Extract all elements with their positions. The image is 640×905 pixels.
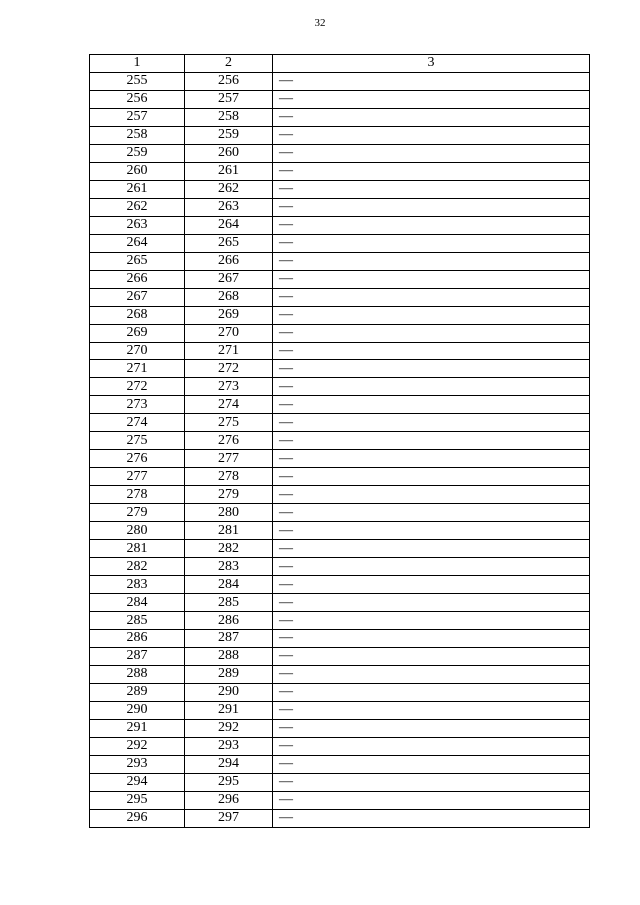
table-cell-number: 277	[90, 468, 185, 486]
table-cell-number: 268	[185, 288, 273, 306]
table-cell-number: 264	[90, 234, 185, 252]
table-cell-number: 276	[185, 432, 273, 450]
table-cell-number: 290	[90, 701, 185, 719]
table-cell-remark: —	[273, 126, 590, 144]
table-cell-remark: —	[273, 665, 590, 683]
table-cell-remark: —	[273, 216, 590, 234]
table-cell-number: 288	[185, 647, 273, 665]
table-cell-number: 279	[90, 504, 185, 522]
table-row	[90, 504, 590, 522]
table-cell-number: 291	[90, 719, 185, 737]
table-cell-number: 277	[185, 450, 273, 468]
table-cell-number: 282	[90, 558, 185, 576]
table-cell-number: 275	[185, 414, 273, 432]
table-cell-number: 288	[90, 665, 185, 683]
table-cell-number: 294	[90, 773, 185, 791]
table-cell-number: 272	[185, 360, 273, 378]
table-cell-remark: —	[273, 522, 590, 540]
table-cell-number: 287	[90, 647, 185, 665]
table-cell-number: 294	[185, 755, 273, 773]
table-cell-number: 289	[90, 683, 185, 701]
table-cell-number: 286	[90, 630, 185, 648]
table-cell-number: 268	[90, 306, 185, 324]
table-cell-remark: —	[273, 683, 590, 701]
table-row	[90, 342, 590, 360]
table-cell-number: 267	[90, 288, 185, 306]
table-cell-remark: —	[273, 342, 590, 360]
table-cell-number: 265	[185, 234, 273, 252]
table-cell-number: 275	[90, 432, 185, 450]
table-cell-remark: —	[273, 773, 590, 791]
table-cell-number: 259	[185, 126, 273, 144]
column-header-2: 2	[185, 55, 273, 73]
table-cell-number: 257	[90, 108, 185, 126]
table-cell-remark: —	[273, 647, 590, 665]
table-cell-remark: —	[273, 180, 590, 198]
table-row	[90, 486, 590, 504]
table-cell-number: 297	[185, 809, 273, 827]
table-cell-number: 269	[90, 324, 185, 342]
table-cell-number: 269	[185, 306, 273, 324]
table-cell-number: 286	[185, 612, 273, 630]
table-cell-number: 255	[90, 72, 185, 90]
table-cell-remark: —	[273, 360, 590, 378]
table-cell-number: 273	[185, 378, 273, 396]
table-cell-number: 295	[90, 791, 185, 809]
table-row	[90, 72, 590, 90]
table-cell-number: 285	[185, 594, 273, 612]
table-row	[90, 396, 590, 414]
table-cell-remark: —	[273, 432, 590, 450]
table-row	[90, 647, 590, 665]
table-cell-remark: —	[273, 414, 590, 432]
table-cell-remark: —	[273, 630, 590, 648]
table-row	[90, 468, 590, 486]
table-cell-number: 282	[185, 540, 273, 558]
table-row	[90, 612, 590, 630]
table-cell-number: 261	[90, 180, 185, 198]
table-row	[90, 432, 590, 450]
table-cell-remark: —	[273, 378, 590, 396]
table-cell-remark: —	[273, 486, 590, 504]
table-row	[90, 108, 590, 126]
column-header-3: 3	[273, 55, 590, 73]
table-cell-number: 293	[185, 737, 273, 755]
table-cell-number: 262	[90, 198, 185, 216]
table-cell-number: 280	[90, 522, 185, 540]
table-body	[90, 72, 590, 827]
table-cell-number: 266	[90, 270, 185, 288]
table-row	[90, 450, 590, 468]
table-cell-remark: —	[273, 504, 590, 522]
table-cell-number: 296	[90, 809, 185, 827]
table-row	[90, 809, 590, 827]
table-row	[90, 773, 590, 791]
table-row	[90, 737, 590, 755]
table-cell-number: 260	[90, 162, 185, 180]
table-cell-remark: —	[273, 809, 590, 827]
table-cell-number: 263	[90, 216, 185, 234]
table-header	[90, 55, 590, 73]
table-cell-number: 263	[185, 198, 273, 216]
table-cell-number: 256	[185, 72, 273, 90]
table-row	[90, 540, 590, 558]
table-cell-number: 273	[90, 396, 185, 414]
table-cell-number: 257	[185, 90, 273, 108]
table-row	[90, 360, 590, 378]
table-cell-number: 258	[185, 108, 273, 126]
table-cell-remark: —	[273, 396, 590, 414]
table-cell-number: 271	[90, 360, 185, 378]
table-row	[90, 630, 590, 648]
table-cell-remark: —	[273, 719, 590, 737]
table-row	[90, 180, 590, 198]
table-cell-number: 278	[90, 486, 185, 504]
table-cell-number: 258	[90, 126, 185, 144]
table-row	[90, 144, 590, 162]
table-cell-number: 291	[185, 701, 273, 719]
table-cell-remark: —	[273, 701, 590, 719]
table-cell-number: 274	[185, 396, 273, 414]
table-row	[90, 126, 590, 144]
table-row	[90, 755, 590, 773]
table-cell-number: 260	[185, 144, 273, 162]
table-row	[90, 216, 590, 234]
table-cell-number: 256	[90, 90, 185, 108]
table-row	[90, 198, 590, 216]
table-row	[90, 270, 590, 288]
table-cell-number: 262	[185, 180, 273, 198]
page-number: 32	[314, 17, 326, 29]
table-row	[90, 162, 590, 180]
table-row	[90, 414, 590, 432]
table-cell-remark: —	[273, 468, 590, 486]
table-row	[90, 719, 590, 737]
table-cell-remark: —	[273, 252, 590, 270]
table-cell-number: 270	[185, 324, 273, 342]
table-cell-remark: —	[273, 558, 590, 576]
table-cell-number: 296	[185, 791, 273, 809]
header-row	[90, 55, 590, 73]
table-cell-remark: —	[273, 288, 590, 306]
table-cell-number: 284	[90, 594, 185, 612]
table-row	[90, 378, 590, 396]
table-cell-number: 280	[185, 504, 273, 522]
table-cell-number: 271	[185, 342, 273, 360]
table-cell-number: 289	[185, 665, 273, 683]
table-cell-remark: —	[273, 612, 590, 630]
table-cell-remark: —	[273, 270, 590, 288]
table-cell-remark: —	[273, 144, 590, 162]
table-cell-number: 270	[90, 342, 185, 360]
table-cell-remark: —	[273, 737, 590, 755]
table-cell-number: 287	[185, 630, 273, 648]
table-row	[90, 234, 590, 252]
table-cell-number: 274	[90, 414, 185, 432]
column-header-1: 1	[90, 55, 185, 73]
table-cell-remark: —	[273, 234, 590, 252]
table-cell-remark: —	[273, 90, 590, 108]
table-cell-number: 292	[185, 719, 273, 737]
table-cell-number: 279	[185, 486, 273, 504]
table-cell-remark: —	[273, 198, 590, 216]
table-cell-remark: —	[273, 791, 590, 809]
table-row	[90, 252, 590, 270]
table-cell-remark: —	[273, 450, 590, 468]
table-cell-number: 290	[185, 683, 273, 701]
table-cell-number: 272	[90, 378, 185, 396]
table-row	[90, 558, 590, 576]
table-row	[90, 306, 590, 324]
table-cell-remark: —	[273, 72, 590, 90]
table-row	[90, 594, 590, 612]
table-row	[90, 576, 590, 594]
table-cell-number: 283	[90, 576, 185, 594]
table-cell-number: 266	[185, 252, 273, 270]
table-cell-number: 278	[185, 468, 273, 486]
table-cell-number: 259	[90, 144, 185, 162]
table-cell-number: 267	[185, 270, 273, 288]
table-cell-remark: —	[273, 324, 590, 342]
table-cell-number: 293	[90, 755, 185, 773]
table-cell-number: 284	[185, 576, 273, 594]
table-cell-remark: —	[273, 108, 590, 126]
table-cell-number: 285	[90, 612, 185, 630]
table-row	[90, 791, 590, 809]
table-row	[90, 665, 590, 683]
table-row	[90, 90, 590, 108]
table-cell-remark: —	[273, 576, 590, 594]
table-row	[90, 324, 590, 342]
table-row	[90, 701, 590, 719]
table-cell-number: 292	[90, 737, 185, 755]
table-cell-number: 281	[90, 540, 185, 558]
table-cell-number: 281	[185, 522, 273, 540]
table-cell-remark: —	[273, 755, 590, 773]
table-cell-remark: —	[273, 540, 590, 558]
table-row	[90, 522, 590, 540]
table-row	[90, 288, 590, 306]
table-cell-number: 265	[90, 252, 185, 270]
table-cell-remark: —	[273, 162, 590, 180]
table-cell-number: 276	[90, 450, 185, 468]
table-cell-number: 264	[185, 216, 273, 234]
table-cell-number: 261	[185, 162, 273, 180]
table-row	[90, 683, 590, 701]
table-cell-remark: —	[273, 594, 590, 612]
table-cell-remark: —	[273, 306, 590, 324]
table-cell-number: 295	[185, 773, 273, 791]
table-cell-number: 283	[185, 558, 273, 576]
data-table	[89, 54, 590, 828]
